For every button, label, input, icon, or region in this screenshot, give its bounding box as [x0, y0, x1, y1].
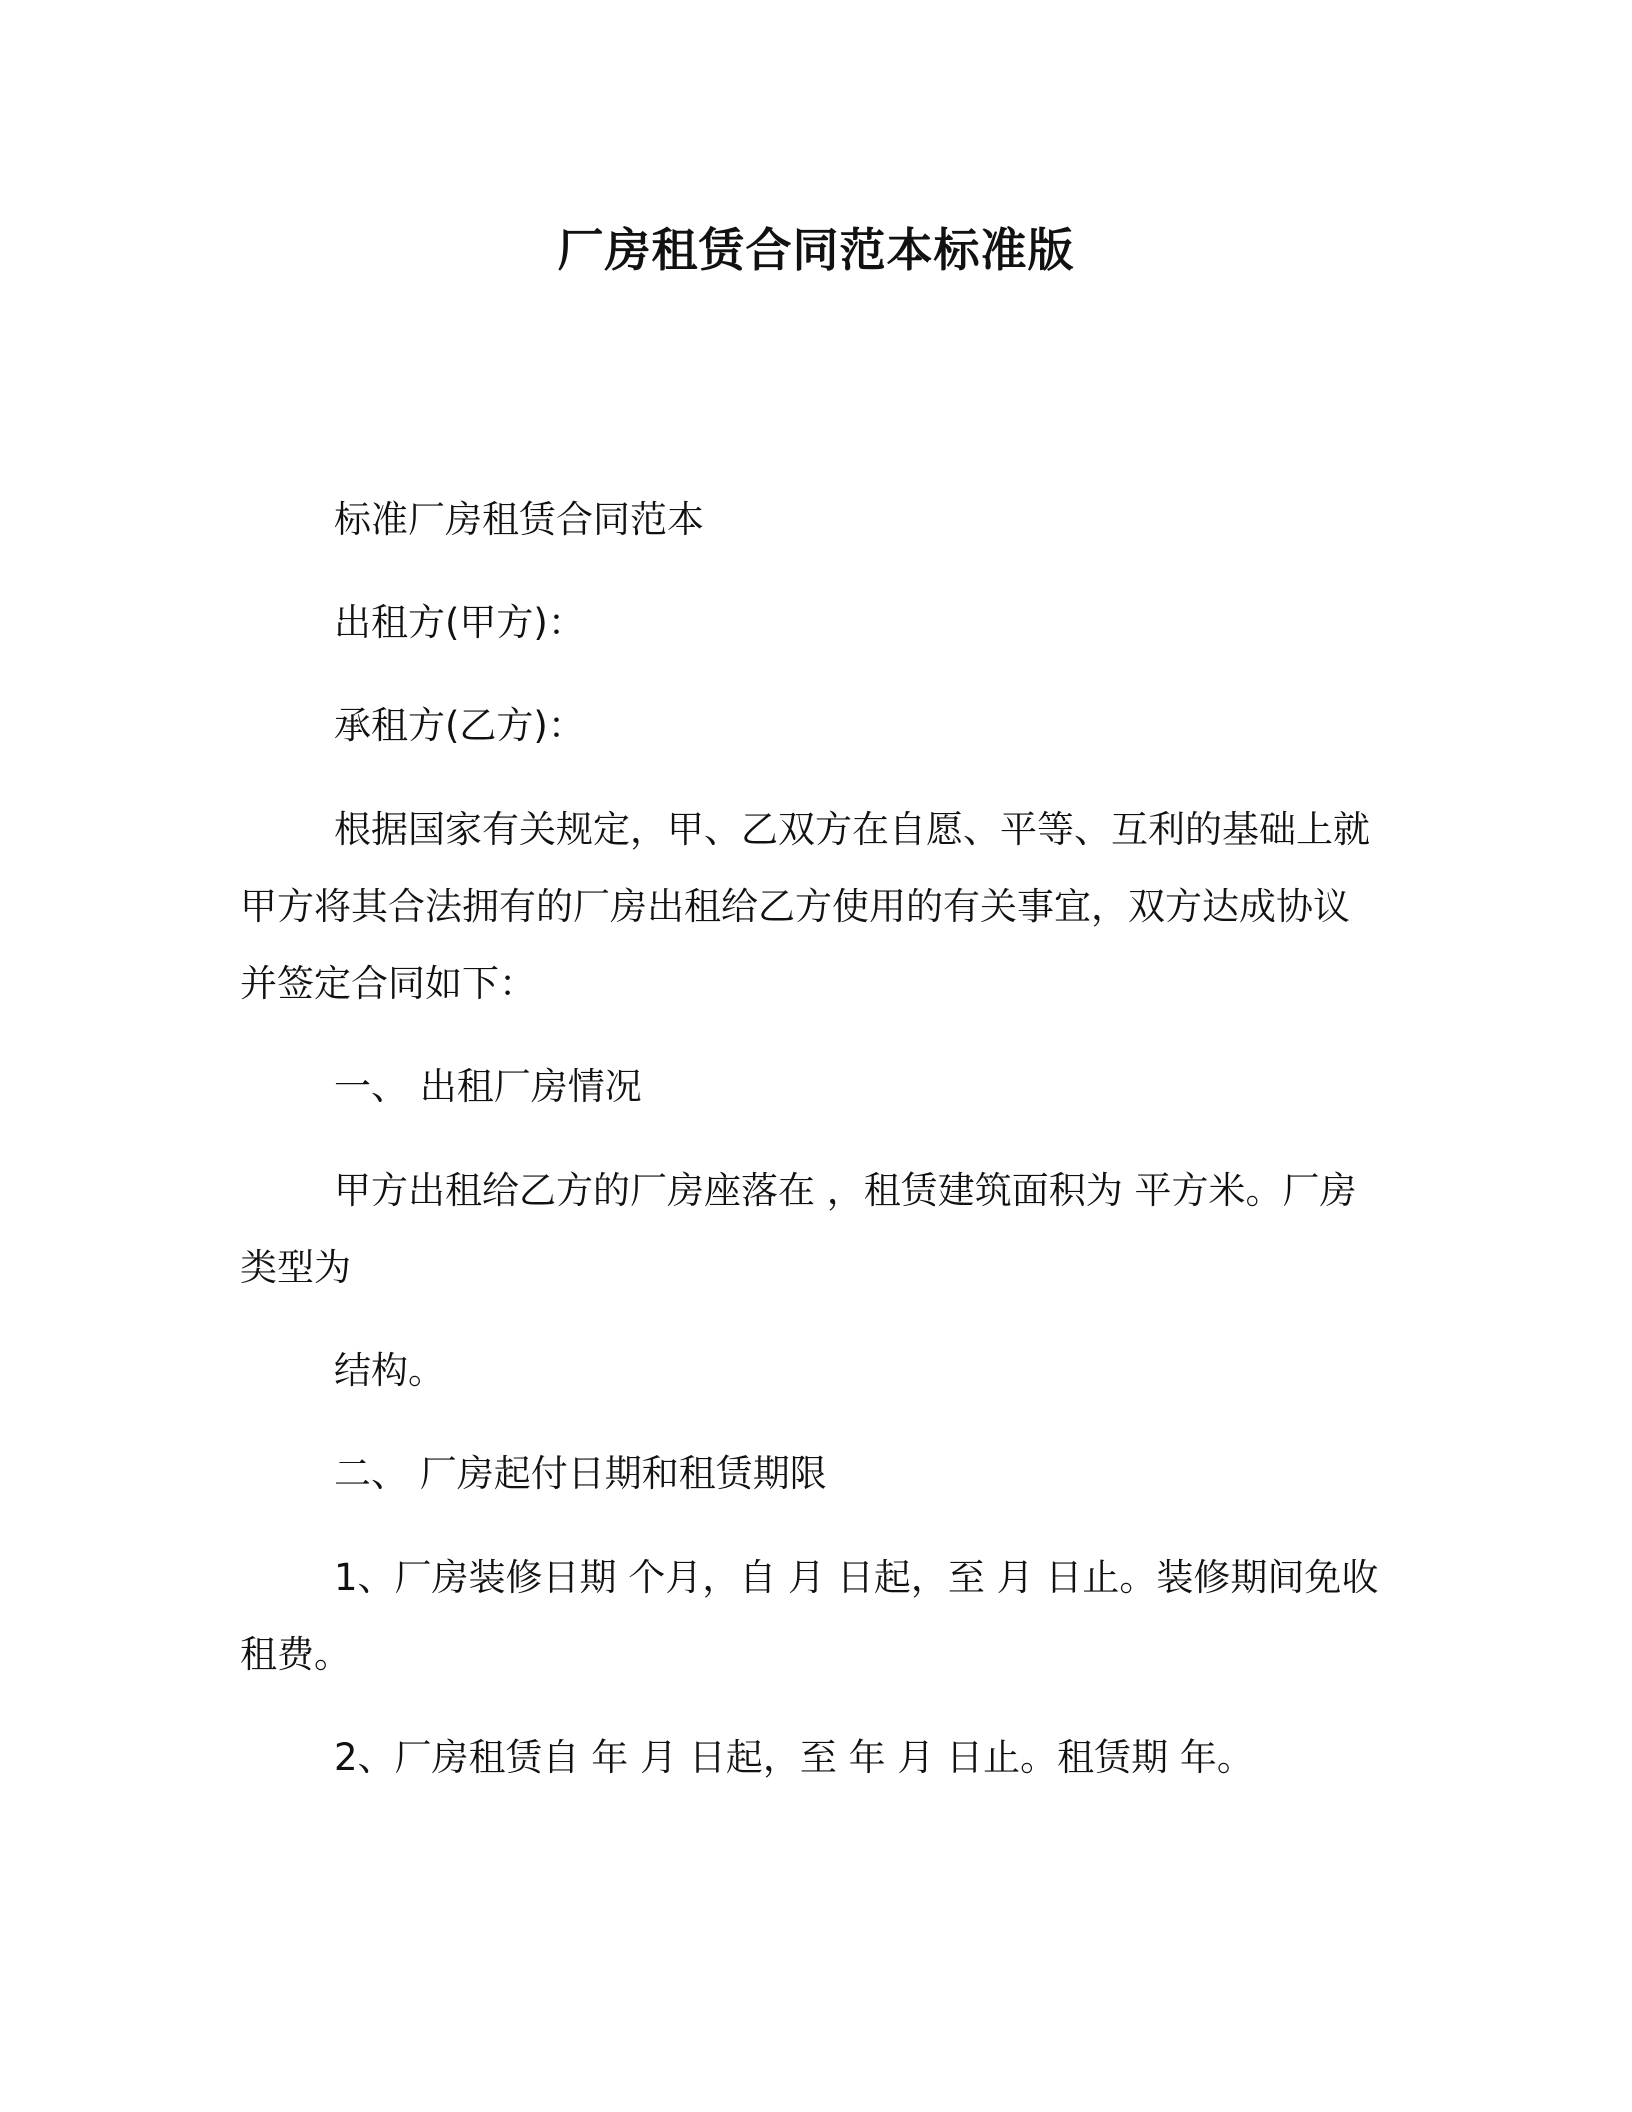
- section-2-item-1-line-2: 租费。: [240, 1633, 351, 1676]
- preamble-line-3: 并签定合同如下：: [240, 962, 536, 1005]
- section-2-item-2: 2、厂房租赁自 年 月 日起，至 年 月 日止。租赁期 年。: [334, 1736, 1254, 1779]
- document-title: 厂房租赁合同范本标准版: [557, 223, 1075, 277]
- section-2-heading: 二、 厂房起付日期和租赁期限: [334, 1452, 827, 1495]
- lessor-field: 出租方(甲方)：: [334, 601, 585, 644]
- section-2-item-1-line-1: 1、厂房装修日期 个月，自 月 日起，至 月 日止。装修期间免收: [334, 1556, 1379, 1599]
- section-1-line-2: 类型为: [240, 1246, 351, 1289]
- preamble-line-2: 甲方将其合法拥有的厂房出租给乙方使用的有关事宜，双方达成协议: [240, 885, 1350, 928]
- section-1-line-3: 结构。: [334, 1349, 445, 1392]
- section-1-heading: 一、 出租厂房情况: [334, 1065, 642, 1108]
- preamble-line-1: 根据国家有关规定，甲、乙双方在自愿、平等、互利的基础上就: [334, 808, 1370, 851]
- section-1-line-1: 甲方出租给乙方的厂房座落在 ，租赁建筑面积为 平方米。厂房: [334, 1169, 1357, 1212]
- lessee-field: 承租方(乙方)：: [334, 704, 585, 747]
- contract-subtitle: 标准厂房租赁合同范本: [334, 498, 704, 541]
